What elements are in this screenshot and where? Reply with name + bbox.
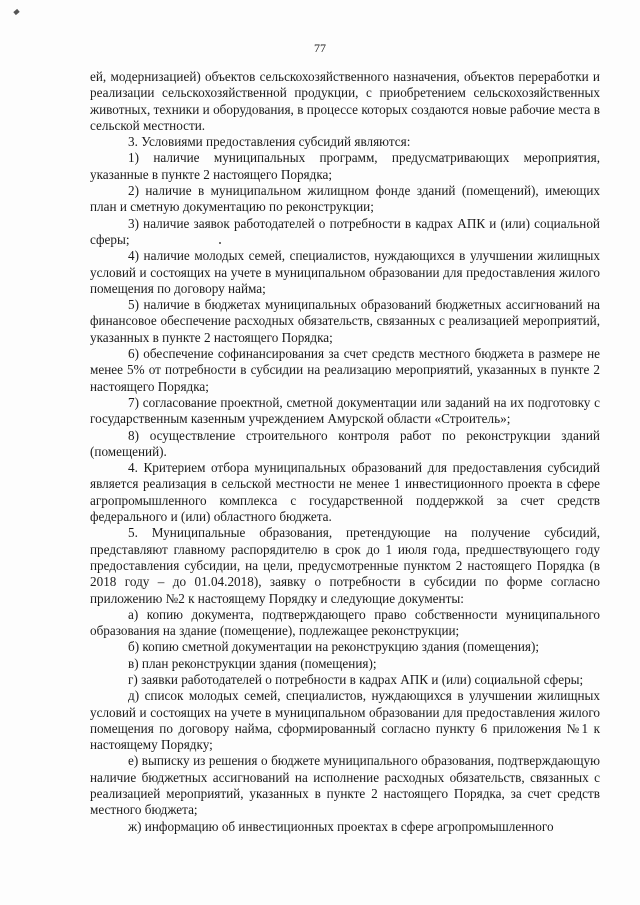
paragraph-condition-1: 1) наличие муниципальных программ, предусматривающих мероприятия, указанные в пункте 2 настоящего Порядка;	[90, 150, 600, 182]
paragraph-doc-a: а) копию документа, подтверждающего право собственности муниципального образования на здание (помещение), подлежащее реконструкции;	[90, 606, 600, 639]
paragraph-continuation: ей, модернизацией) объектов сельскохозяйственного назначения, объектов переработки и реализации сельскохозяйственной продукции, с приобретением сельскохозяйственных животных, техники и оборудования, в процессе которых создаются новые рабочие места в сельской местности.	[90, 69, 600, 133]
paragraph-condition-5: 5) наличие в бюджетах муниципальных образований бюджетных ассигнований на финансовое обеспечение расходных обязательств, связанных с реализацией мероприятий, указанных в пункте 2 настоящего Порядка;	[90, 297, 600, 345]
paragraph-condition-4: 4) наличие молодых семей, специалистов, нуждающихся в улучшении жилищных условий и состоящих на учете в муниципальном образовании для предоставления жилого помещения по договору найма;	[90, 248, 600, 296]
paragraph-doc-v: в) план реконструкции здания (помещения);	[128, 655, 377, 671]
paragraph-condition-6: 6) обеспечение софинансирования за счет средств местного бюджета в размере не менее 5% от потребности в субсидии на реализацию мероприятий, указанных в пункте 2 настоящего Порядка;	[90, 346, 600, 394]
scan-mark	[13, 9, 19, 15]
page-number: 77	[314, 41, 326, 55]
body-text	[90, 69, 600, 835]
paragraph-item-4-criteria: 4. Критерием отбора муниципальных образований для предоставления субсидий является реализация в сельской местности не менее 1 инвестиционного проекта в сфере агропромышленного комплекса с государственной поддержкой за счет средств федерального и (или) областного бюджета.	[90, 460, 600, 525]
paragraph-doc-g: г) заявки работодателей о потребности в кадрах АПК и (или) социальной сферы;	[128, 671, 584, 687]
paragraph-condition-3: 3) наличие заявок работодателей о потребности в кадрах АПК и (или) социальной сферы;	[90, 215, 600, 247]
paragraph-doc-d: д) список молодых семей, специалистов, нуждающихся в улучшении жилищных условий и состоящих на учете в муниципальном образовании для предоставления жилого помещения по договору найма, сформированный согласно пункту 6 приложения №1 к настоящему Порядку;	[90, 688, 600, 753]
paragraph-condition-2: 2) наличие в муниципальном жилищном фонде зданий (помещений), имеющих план и сметную документацию по реконструкции;	[90, 183, 600, 215]
paragraph-doc-b: б) копию сметной документации на реконструкцию здания (помещения);	[128, 639, 540, 655]
paragraph-item-3-conditions: 3. Условиями предоставления субсидий являются:	[128, 134, 411, 150]
paragraph-condition-8: 8) осуществление строительного контроля работ по реконструкции зданий (помещений).	[90, 427, 600, 459]
paragraph-doc-zh: ж) информацию об инвестиционных проектах в сфере агропромышленного	[128, 818, 554, 834]
paragraph-doc-e: е) выписку из решения о бюджете муниципального образования, подтверждающую наличие бюджетных ассигнований на исполнение расходных обязательств, связанных с реализацией мероприятий, указанных в пункте 2 настоящего Порядка, за счет средств местного бюджета;	[90, 753, 600, 818]
paragraph-condition-7: 7) согласование проектной, сметной документации или заданий на их подготовку с государственным казенным учреждением Амурской области «Строитель»;	[90, 394, 600, 427]
paragraph-item-5-applications: 5. Муниципальные образования, претендующие на получение субсидий, представляют главному распорядителю в срок до 1 июля года, предшествующего году предоставления субсидии, на цели, предусмотренные пунктом 2 настоящего Порядка (в 2018 году – до 01.04.2018), заявку о потребности в субсидии по форме согласно приложению №2 к настоящему Порядку и следующие документы:	[90, 525, 600, 606]
